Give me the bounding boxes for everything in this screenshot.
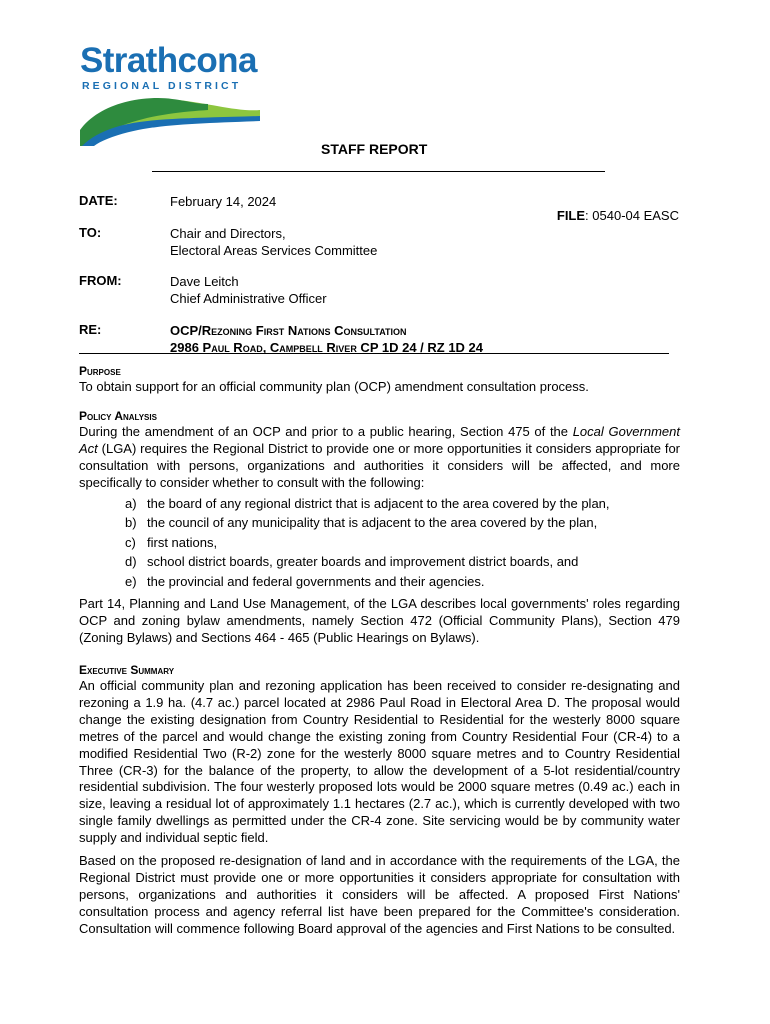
re-line-1: OCP/Rezoning First Nations Consultation xyxy=(170,323,407,338)
from-line-1: Dave Leitch xyxy=(170,274,239,289)
consultation-list xyxy=(79,494,680,592)
re-line-2: 2986 Paul Road, Campbell River CP 1D 24 / RZ 1D 24 xyxy=(170,340,484,355)
file-label: FILE xyxy=(556,208,586,223)
list-item xyxy=(79,513,680,533)
list-item xyxy=(79,494,680,514)
strathcona-logo xyxy=(78,42,262,146)
logo-subtitle: REGIONAL DISTRICT xyxy=(82,80,242,92)
list-item xyxy=(79,533,680,553)
summary-heading: Executive Summary xyxy=(79,663,175,677)
date-label: DATE: xyxy=(79,193,118,208)
list-text: first nations, xyxy=(147,534,218,550)
report-title: STAFF REPORT xyxy=(321,141,428,157)
to-label: TO: xyxy=(79,225,102,240)
part14-paragraph: Part 14, Planning and Land Use Management, of the LGA describes local governments' roles regarding OCP and zoning bylaw amendments, namely Section 472 (Official Community Plans), Section 479 (Zoning Bylaws) and Sections 464 - 465 (Public Hearings on Bylaws). xyxy=(79,596,680,645)
list-marker: e) xyxy=(125,573,137,589)
to-line-1: Chair and Directors, xyxy=(170,226,286,241)
re-value xyxy=(170,322,483,356)
list-item xyxy=(79,552,680,572)
file-value: : 0540-04 EASC xyxy=(585,208,679,223)
date-value: February 14, 2024 xyxy=(170,194,277,209)
summary-paragraph-2: Based on the proposed re-designation of land and in accordance with the requirements of the LGA, the Regional District must provide one or more opportunities it considers appropriate for consultation with persons, organizations and authorities it considers will be affected. A proposed First Nations' consultation process and agency referral list have been prepared for the Committee's consideration. Consultation will commence following Board approval of the agencies and First Nations to be consulted. xyxy=(79,853,680,936)
logo-name: Strathcona xyxy=(80,41,257,80)
summary-paragraph-1: An official community plan and rezoning application has been received to consider re-designating and rezoning a 1.9 ha. (4.7 ac.) parcel located at 2986 Paul Road in Electoral Area D. The proposal would change the existing designation from Country Residential to Residential for the westerly 8000 square metres of the parcel and would change the existing zoning from Country Residential Four (CR-4) to a modified Residential Two (R-2) zone for the westerly 8000 square metres and to Country Residential Three (CR-3) for the balance of the property, to allow the development of a 5-lot residential/country residential subdivision. The four westerly proposed lots would be 2000 square metres (0.49 ac.) each in size, leaving a residual lot of approximately 1.1 hectares (2.7 ac.), which is currently developed with two single family dwellings as permitted under the CR-4 zone. Site servicing would be by community water supply and individual septic field. xyxy=(79,678,680,846)
title-divider xyxy=(152,171,605,172)
purpose-section xyxy=(79,364,680,396)
list-text: the board of any regional district that is adjacent to the area covered by the plan, xyxy=(147,495,610,511)
purpose-text: To obtain support for an official community plan (OCP) amendment consultation process. xyxy=(79,379,589,394)
from-value xyxy=(170,273,327,307)
list-text: school district boards, greater boards and improvement district boards, and xyxy=(147,554,579,570)
to-value xyxy=(170,225,377,259)
list-marker: a) xyxy=(125,495,137,511)
policy-intro-after: (LGA) requires the Regional District to provide one or more opportunities it considers appropriate for consultation with persons, organizations and authorities it considers will be affected, and more specifically to consider whether to consult with the following: xyxy=(79,440,680,490)
list-text: the council of any municipality that is adjacent to the area covered by the plan, xyxy=(147,515,598,531)
file-number xyxy=(557,208,679,223)
policy-intro-act: Local Government Act xyxy=(79,424,680,456)
list-marker: b) xyxy=(125,515,137,531)
policy-intro xyxy=(79,424,680,492)
summary-section xyxy=(79,663,680,938)
list-text: the provincial and federal governments and their agencies. xyxy=(147,573,485,589)
from-label: FROM: xyxy=(79,273,122,288)
list-marker: c) xyxy=(125,534,136,550)
policy-section xyxy=(79,409,680,647)
policy-intro-before: During the amendment of an OCP and prior to a public hearing, Section 475 of the xyxy=(79,424,573,439)
list-marker: d) xyxy=(125,554,137,570)
purpose-heading: Purpose xyxy=(79,364,121,378)
from-line-2: Chief Administrative Officer xyxy=(170,291,327,306)
list-item xyxy=(79,572,680,592)
re-label: RE: xyxy=(79,322,102,337)
policy-heading: Policy Analysis xyxy=(79,409,157,423)
logo-landscape-icon xyxy=(78,90,262,146)
subject-divider xyxy=(79,353,669,354)
to-line-2: Electoral Areas Services Committee xyxy=(170,243,378,258)
